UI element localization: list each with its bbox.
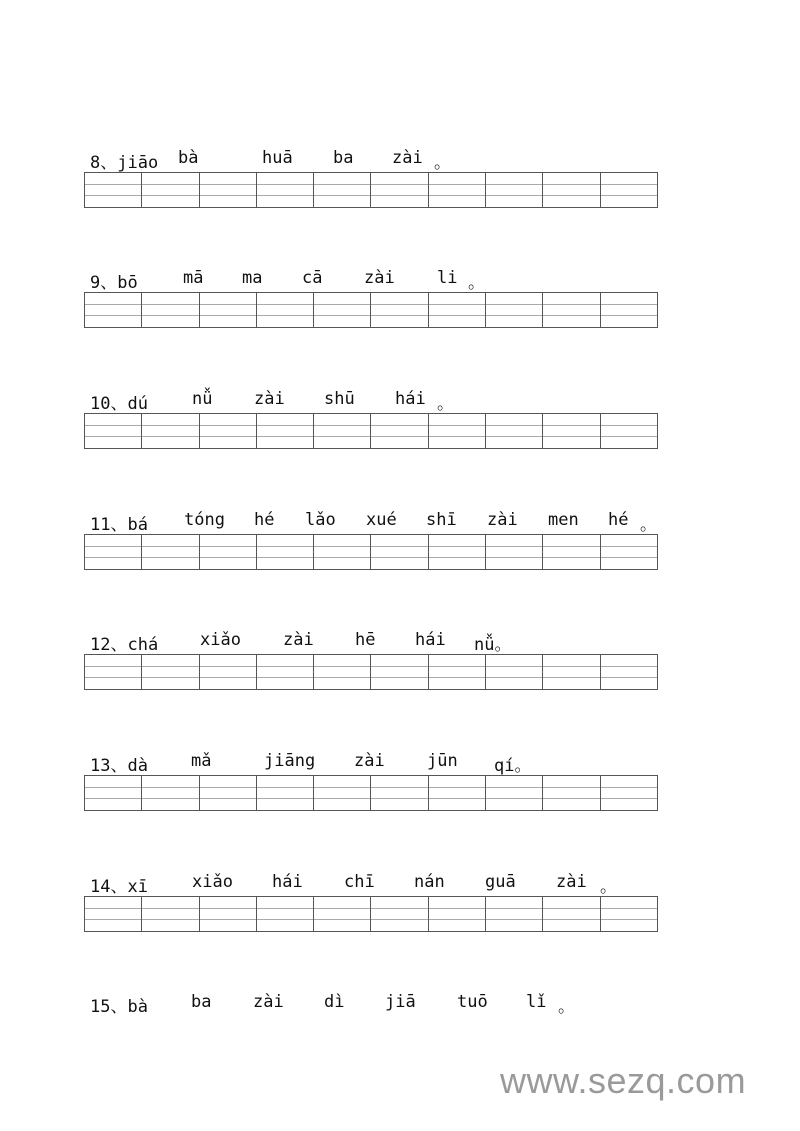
writing-cell[interactable]: [257, 293, 314, 327]
pinyin-word: zài: [254, 389, 285, 409]
writing-cell[interactable]: [257, 173, 314, 207]
writing-cell[interactable]: [543, 897, 600, 931]
writing-grid: [84, 413, 658, 449]
writing-cell[interactable]: [429, 535, 486, 569]
pinyin-word: bà: [178, 148, 199, 168]
writing-cell[interactable]: [429, 173, 486, 207]
pinyin-word: li: [437, 268, 458, 288]
writing-cell[interactable]: [314, 535, 371, 569]
pinyin-word: 。: [558, 997, 575, 1017]
writing-cell[interactable]: [429, 655, 486, 689]
writing-cell[interactable]: [429, 293, 486, 327]
writing-cell[interactable]: [314, 293, 371, 327]
writing-cell[interactable]: [142, 535, 199, 569]
pinyin-word: xiǎo: [200, 630, 241, 650]
writing-cell[interactable]: [85, 293, 142, 327]
writing-cell[interactable]: [486, 897, 543, 931]
writing-cell[interactable]: [543, 776, 600, 810]
writing-cell[interactable]: [486, 776, 543, 810]
watermark: www.sezq.com: [500, 1060, 747, 1101]
writing-cell[interactable]: [142, 414, 199, 448]
writing-cell[interactable]: [200, 655, 257, 689]
pinyin-word: ba: [333, 148, 354, 168]
pinyin-word: jūn: [427, 751, 458, 771]
pinyin-word: 11、bá: [90, 515, 148, 535]
writing-grid: [84, 896, 658, 932]
writing-grid: [84, 292, 658, 328]
writing-cell[interactable]: [601, 655, 657, 689]
writing-cell[interactable]: [142, 173, 199, 207]
pinyin-word: 12、chá: [90, 635, 159, 655]
pinyin-word: hái: [272, 872, 303, 892]
pinyin-word: 13、dà: [90, 756, 148, 776]
exercise-12: [84, 630, 658, 656]
pinyin-line: [84, 389, 658, 415]
pinyin-word: zài: [364, 268, 395, 288]
pinyin-word: chī: [344, 872, 375, 892]
writing-cell[interactable]: [85, 776, 142, 810]
writing-cell[interactable]: [85, 173, 142, 207]
pinyin-word: lǐ: [526, 992, 547, 1012]
pinyin-word: xué: [366, 510, 397, 530]
writing-grid: [84, 172, 658, 208]
writing-cell[interactable]: [429, 776, 486, 810]
writing-cell[interactable]: [257, 414, 314, 448]
writing-cell[interactable]: [486, 414, 543, 448]
writing-cell[interactable]: [371, 897, 428, 931]
writing-cell[interactable]: [142, 655, 199, 689]
pinyin-line: [84, 872, 658, 898]
writing-cell[interactable]: [543, 173, 600, 207]
writing-cell[interactable]: [200, 897, 257, 931]
exercise-14: [84, 872, 658, 898]
writing-cell[interactable]: [142, 897, 199, 931]
pinyin-word: huā: [262, 148, 293, 168]
writing-cell[interactable]: [142, 293, 199, 327]
pinyin-word: lǎo: [305, 510, 336, 530]
pinyin-line: [84, 992, 658, 1018]
pinyin-line: [84, 630, 658, 656]
pinyin-word: hē: [355, 630, 376, 650]
pinyin-word: zài: [392, 148, 423, 168]
writing-cell[interactable]: [429, 897, 486, 931]
pinyin-word: 。: [640, 515, 657, 535]
writing-cell[interactable]: [200, 776, 257, 810]
writing-cell[interactable]: [601, 414, 657, 448]
pinyin-word: 。: [434, 153, 451, 173]
pinyin-word: men: [548, 510, 579, 530]
pinyin-line: [84, 751, 658, 777]
pinyin-word: zài: [354, 751, 385, 771]
writing-grid: [84, 654, 658, 690]
writing-cell[interactable]: [486, 655, 543, 689]
pinyin-word: hé: [608, 510, 629, 530]
writing-cell[interactable]: [601, 535, 657, 569]
writing-cell[interactable]: [601, 293, 657, 327]
pinyin-word: 15、bà: [90, 997, 148, 1017]
pinyin-word: 14、xī: [90, 877, 148, 897]
pinyin-word: nǚ: [192, 389, 213, 409]
writing-cell[interactable]: [257, 535, 314, 569]
exercise-10: [84, 389, 658, 415]
exercise-13: [84, 751, 658, 777]
writing-cell[interactable]: [314, 655, 371, 689]
writing-cell[interactable]: [85, 897, 142, 931]
writing-cell[interactable]: [543, 293, 600, 327]
pinyin-line: [84, 268, 658, 294]
writing-cell[interactable]: [257, 897, 314, 931]
writing-cell[interactable]: [257, 655, 314, 689]
pinyin-line: [84, 148, 658, 174]
pinyin-word: zài: [253, 992, 284, 1012]
writing-grid: [84, 534, 658, 570]
writing-cell[interactable]: [543, 655, 600, 689]
pinyin-word: nǚ。: [474, 635, 512, 655]
writing-cell[interactable]: [601, 776, 657, 810]
writing-cell[interactable]: [85, 535, 142, 569]
writing-cell[interactable]: [601, 897, 657, 931]
pinyin-word: tóng: [184, 510, 225, 530]
writing-cell[interactable]: [314, 414, 371, 448]
pinyin-word: 8、jiāo: [90, 153, 159, 173]
pinyin-word: guā: [485, 872, 516, 892]
pinyin-word: zài: [283, 630, 314, 650]
writing-cell[interactable]: [371, 293, 428, 327]
pinyin-line: [84, 510, 658, 536]
pinyin-word: shū: [324, 389, 355, 409]
pinyin-word: shī: [426, 510, 457, 530]
pinyin-word: mā: [183, 268, 204, 288]
pinyin-word: ma: [242, 268, 263, 288]
pinyin-word: ba: [191, 992, 212, 1012]
pinyin-word: qí。: [494, 756, 532, 776]
pinyin-word: mǎ: [191, 751, 212, 771]
pinyin-word: tuō: [457, 992, 488, 1012]
writing-cell[interactable]: [85, 414, 142, 448]
pinyin-word: dì: [324, 992, 345, 1012]
writing-cell[interactable]: [371, 776, 428, 810]
exercise-9: [84, 268, 658, 294]
writing-cell[interactable]: [314, 897, 371, 931]
pinyin-word: xiǎo: [192, 872, 233, 892]
writing-cell[interactable]: [200, 293, 257, 327]
pinyin-word: hé: [254, 510, 275, 530]
pinyin-word: zài: [556, 872, 587, 892]
pinyin-word: nán: [414, 872, 445, 892]
pinyin-word: jiāng: [264, 751, 316, 771]
writing-cell[interactable]: [142, 776, 199, 810]
writing-cell[interactable]: [85, 655, 142, 689]
writing-cell[interactable]: [371, 655, 428, 689]
pinyin-word: hái: [395, 389, 426, 409]
pinyin-word: cā: [302, 268, 323, 288]
pinyin-word: hái: [415, 630, 446, 650]
writing-cell[interactable]: [543, 414, 600, 448]
writing-cell[interactable]: [200, 414, 257, 448]
pinyin-word: 。: [600, 877, 617, 897]
writing-cell[interactable]: [371, 414, 428, 448]
pinyin-word: 10、dú: [90, 394, 148, 414]
pinyin-word: 9、bō: [90, 273, 138, 293]
writing-cell[interactable]: [314, 776, 371, 810]
writing-cell[interactable]: [371, 173, 428, 207]
exercise-15: [84, 992, 658, 1018]
writing-cell[interactable]: [200, 173, 257, 207]
pinyin-word: jiā: [385, 992, 416, 1012]
writing-cell[interactable]: [543, 535, 600, 569]
writing-cell[interactable]: [257, 776, 314, 810]
writing-grid: [84, 775, 658, 811]
writing-cell[interactable]: [486, 293, 543, 327]
writing-cell[interactable]: [486, 173, 543, 207]
writing-cell[interactable]: [200, 535, 257, 569]
writing-cell[interactable]: [314, 173, 371, 207]
writing-cell[interactable]: [486, 535, 543, 569]
pinyin-word: 。: [468, 273, 485, 293]
pinyin-word: zài: [487, 510, 518, 530]
writing-cell[interactable]: [371, 535, 428, 569]
exercise-8: [84, 148, 658, 174]
pinyin-word: 。: [437, 394, 454, 414]
writing-cell[interactable]: [601, 173, 657, 207]
exercise-11: [84, 510, 658, 536]
writing-cell[interactable]: [429, 414, 486, 448]
